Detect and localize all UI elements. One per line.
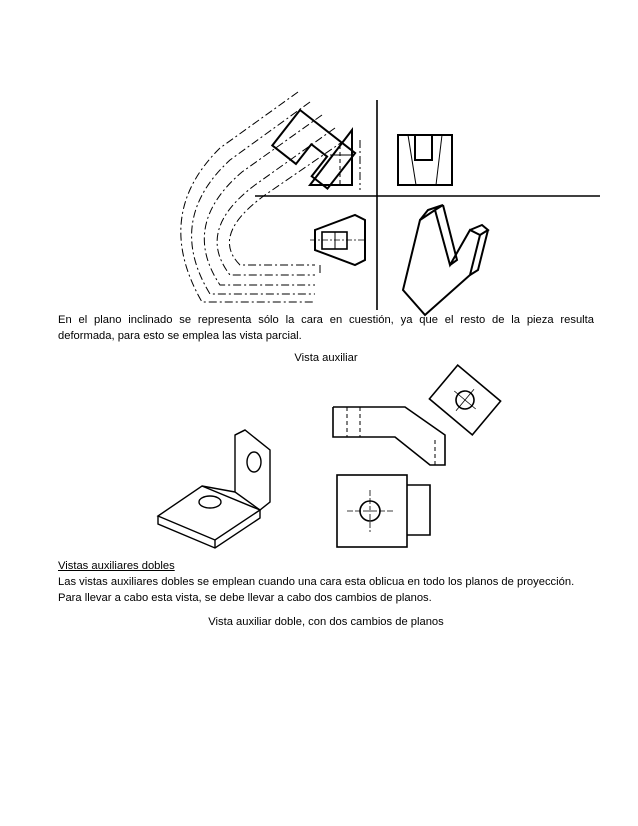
bracket-isometric-figure	[150, 420, 300, 540]
caption-vista-auxiliar-doble: Vista auxiliar doble, con dos cambios de planos	[208, 616, 444, 628]
section-2-line-2: Para llevar a cabo esta vista, se debe llevar a cabo dos cambios de planos.	[58, 592, 432, 604]
section-heading-vistas-auxiliares-dobles: Vistas auxiliares dobles	[58, 560, 175, 572]
paragraph-1-line-1: En el plano inclinado se representa sólo la cara en cuestión, ya que el resto de la pieza resulta	[58, 314, 594, 326]
paragraph-1-line-2: deformada, para esto se emplea las vista parcial.	[58, 330, 302, 342]
auxiliary-view-figure	[325, 365, 485, 550]
section-2-line-1: Las vistas auxiliares dobles se emplean cuando una cara esta oblicua en todo los planos de proyección.	[58, 576, 575, 588]
inclined-plane-projection-figure	[170, 60, 600, 320]
caption-vista-auxiliar: Vista auxiliar	[294, 352, 358, 364]
